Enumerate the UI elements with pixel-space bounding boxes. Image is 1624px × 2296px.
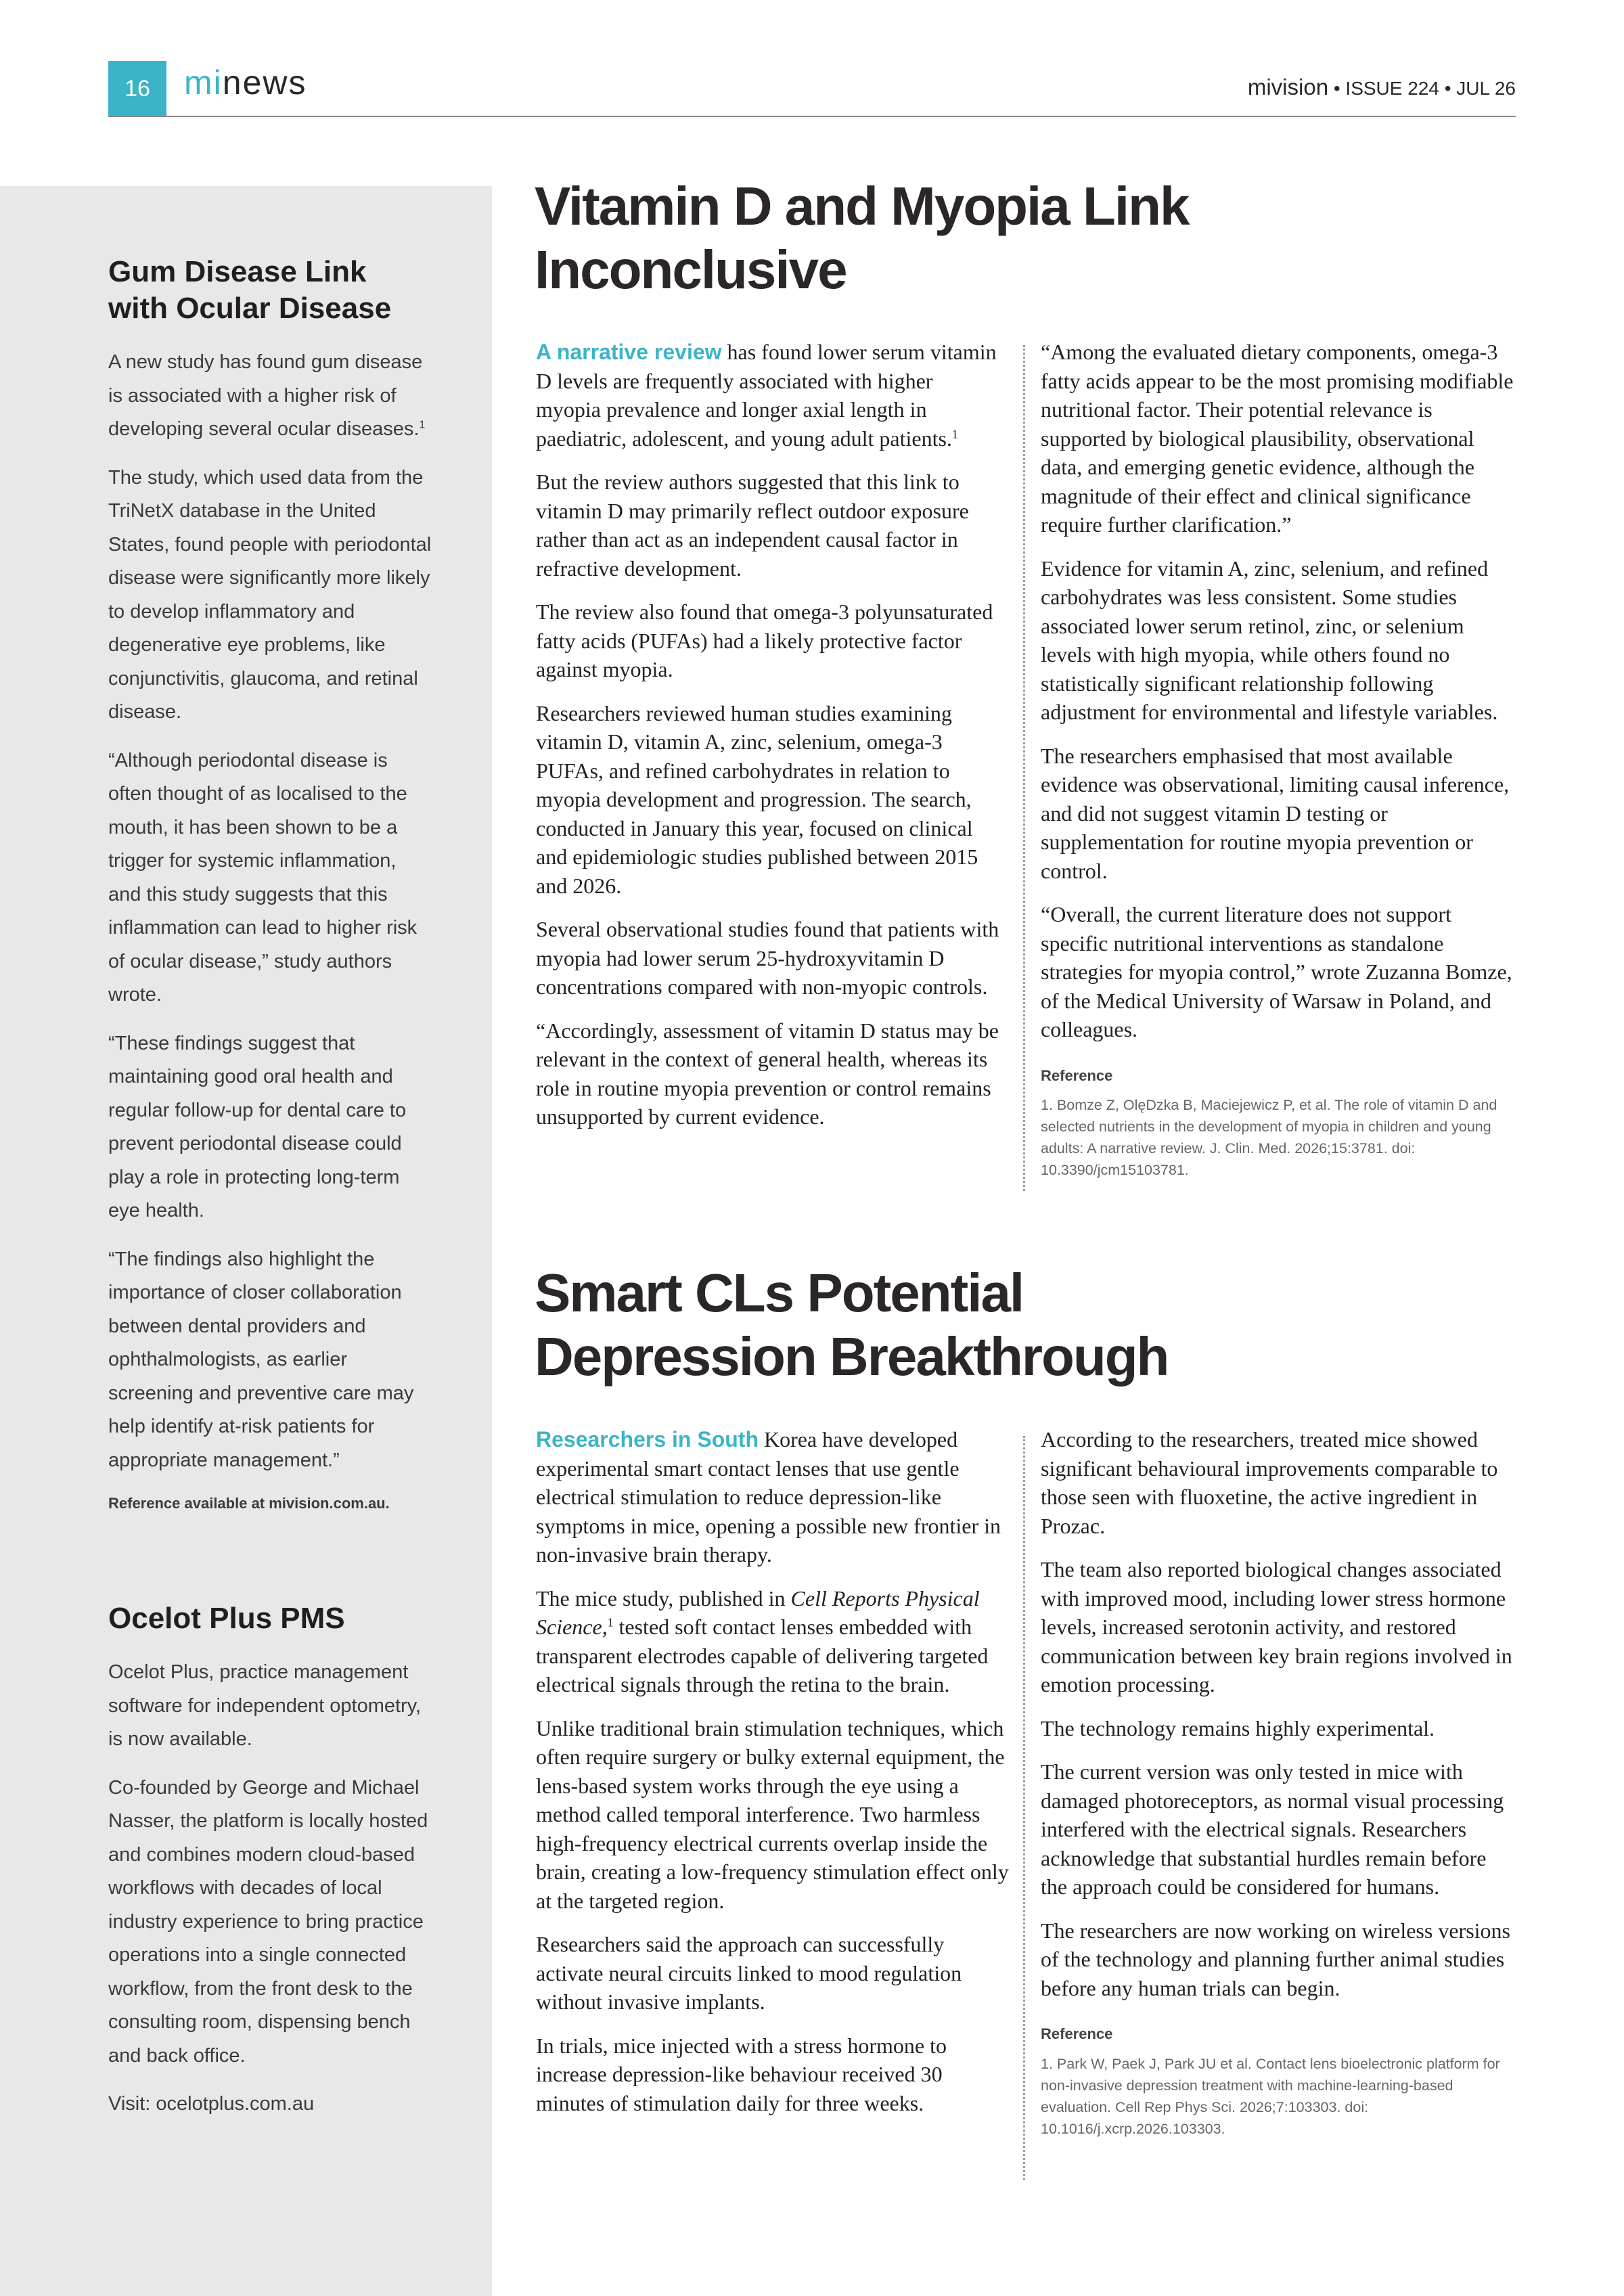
article2-reference-text: 1. Park W, Paek J, Park JU et al. Contact lens bioelectronic platform for non-invasive depression treatment with machine-learning-based evaluation. Cell Rep Phys Sci. 2026;7:103303. doi: 10.1016/j.xcrp.2026.103303. (1041, 2055, 1500, 2137)
header-rule (108, 116, 1516, 117)
article2-p8: The technology remains highly experimental. (1041, 1715, 1435, 1740)
article2-column-divider (1023, 1436, 1025, 2180)
article1-p1 (536, 338, 1001, 453)
page-number: 16 (108, 61, 166, 116)
article1-p4: Researchers reviewed human studies examining vitamin D, vitamin A, zinc, selenium, omega-3 PUFAs, and refined carbohydrates in relation to myopia development and progression. The search, conducted in January this year, focused on clinical and epidemiologic studies published between 2015 and 2026. (536, 700, 978, 898)
article1-reference-heading: Reference (1041, 1066, 1113, 1084)
gum-p3: “Although periodontal disease is often thought of as localised to the mouth, it has been shown to be a trigger for systemic inflammation, and this study suggests that this inflammation can lead to higher risk of ocular disease,” study authors wrote. (108, 749, 418, 1006)
article2-p2-sup: 1 (607, 1615, 614, 1629)
article1-p1-sup: 1 (951, 426, 958, 441)
article2-p2-b: tested soft contact lenses embedded with transparent electrodes capable of delivering targeted electrical signals through the retina to the brain. (536, 1615, 989, 1696)
article1-p9: The researchers emphasised that most available evidence was observational, limiting causal inference, and did not suggest vitamin D testing or supplementation for routine myopia prevention or control. (1041, 743, 1510, 883)
article1-p3: The review also found that omega-3 polyunsaturated fatty acids (PUFAs) had a likely protective factor against myopia. (536, 600, 993, 681)
ocelot-p2: Co-founded by George and Michael Nasser, the platform is locally hosted and combines modern cloud-based workflows with decades of local industry experience to bring practice operations into a single connected workflow, from the front desk to the consulting room, dispensing bench and back office. (108, 1776, 428, 2067)
gum-p4: “These findings suggest that maintaining good oral health and regular follow-up for dental care to prevent periodontal disease could play a role in protecting long-term eye health. (108, 1032, 407, 1221)
article2-p1 (536, 1425, 1010, 1569)
gum-p2: The study, which used data from the TriNetX database in the United States, found people with periodontal disease were significantly more likely to develop inflammatory and degenerative eye problems, like conjunctivitis, glaucoma, and retinal disease. (108, 466, 432, 723)
article1-p1-text: has found lower serum vitamin D levels are frequently associated with higher myopia prevalence and longer axial length in paediatric, adolescent, and young adult patients. (536, 340, 997, 451)
article2-p4: Researchers said the approach can successfully activate neural circuits linked to mood regulation without invasive implants. (536, 1932, 962, 2014)
section-brand (184, 62, 307, 103)
sidebar (0, 186, 492, 2296)
article1-p10: “Overall, the current literature does not support specific nutritional interventions as standalone strategies for myopia control,” wrote Zuzanna Bomze, of the Medical University of Warsaw in Poland, and colleagues. (1041, 902, 1512, 1041)
article2-title (535, 1261, 1168, 1389)
ocelot-title: Ocelot Plus PMS (108, 1602, 345, 1635)
ocelot-link[interactable]: Visit: ocelotplus.com.au (108, 2093, 315, 2115)
article2-reference-heading: Reference (1041, 2025, 1113, 2042)
article1-col1 (536, 338, 1001, 1146)
gum-p1-text: A new study has found gum disease is associated with a higher risk of developing several ocular diseases. (108, 351, 423, 440)
article1-p2: But the review authors suggested that this link to vitamin D may primarily reflect outdoor exposure rather than act as an independent causal factor in refractive development. (536, 470, 969, 581)
article2-p2 (536, 1584, 1010, 1699)
gum-p5: “The findings also highlight the importance of closer collaboration between dental providers and ophthalmologists, as earlier screening and preventive care may help identify at-risk patients for appropriate management.” (108, 1248, 414, 1471)
article2-p7: The team also reported biological changes associated with improved mood, including lower stress hormone levels, increased serotonin activity, and restored communication between key brain regions involved in emotion processing. (1041, 1557, 1512, 1696)
magazine-name: mivision (1247, 74, 1329, 99)
article2-title-line1: Smart CLs Potential (535, 1263, 1024, 1323)
article1-p8: Evidence for vitamin A, zinc, selenium, and refined carbohydrates was less consistent. Some studies associated lower serum retinol, zinc, or selenium levels with high myopia, while others found no statistically significant relationship following adjustment for environmental and lifestyle variables. (1041, 556, 1498, 724)
article1-reference-text: 1. Bomze Z, OlęDzka B, Maciejewicz P, et al. The role of vitamin D and selected nutrients in the development of myopia in children and young adults: A narrative review. J. Clin. Med. 2026;15:3781. doi: 10.3390/jcm15103781. (1041, 1097, 1497, 1178)
gum-title: Gum Disease Link with Ocular Disease (108, 255, 392, 325)
article1-col2 (1041, 338, 1514, 1181)
article1-title-line1: Vitamin D and Myopia Link (535, 176, 1189, 236)
article1-lead: A narrative review (536, 340, 722, 364)
article1-p6: “Accordingly, assessment of vitamin D status may be relevant in the context of general health, whereas its role in routine myopia prevention or control remains unsupported by current evidence. (536, 1018, 999, 1129)
article2-p1-text: Korea have developed experimental smart contact lenses that use gentle electrical stimulation to reduce depression-like symptoms in mice, opening a possible new frontier in non-invasive brain therapy. (536, 1427, 1001, 1567)
article1-title-line2: Inconclusive (535, 240, 847, 300)
article2-lead: Researchers in South (536, 1427, 759, 1451)
gum-p1-sup: 1 (419, 419, 426, 431)
article2-p10: The researchers are now working on wireless versions of the technology and planning further animal studies before any human trials can begin. (1041, 1918, 1510, 2000)
article2-p6: According to the researchers, treated mice showed significant behavioural improvements comparable to those seen with fluoxetine, the active ingredient in Prozac. (1041, 1427, 1498, 1538)
sidebar-content (108, 254, 433, 2136)
gum-p1 (108, 346, 433, 447)
article2-journal: Cell Reports Physical Science, (536, 1585, 980, 1639)
brand-mi: mi (184, 64, 223, 102)
brand-news: news (222, 64, 307, 102)
article1-column-divider (1023, 345, 1025, 1191)
article2-p9: The current version was only tested in mice with damaged photoreceptors, as normal visual processing interfered with the electrical signals. Researchers acknowledge that substantial hurdles remain before the approach could be considered for humans. (1041, 1759, 1504, 1899)
article1-p7: “Among the evaluated dietary components, omega-3 fatty acids appear to be the most promising modifiable nutritional factor. Their potential relevance is supported by biological plausibility, observational data, and emerging genetic evidence, although the magnitude of their effect and clinical significance require further clarification.” (1041, 340, 1514, 537)
article1-title (535, 175, 1188, 302)
article2-p2-a: The mice study, published in (536, 1585, 791, 1611)
ocelot-p1: Ocelot Plus, practice management software for independent optometry, is now available. (108, 1661, 422, 1750)
gum-reference: Reference available at mivision.com.au. (108, 1495, 390, 1512)
issue-date: • ISSUE 224 • JUL 26 (1328, 78, 1516, 99)
article2-p5: In trials, mice injected with a stress hormone to increase depression-like behaviour received 30 minutes of stimulation daily for three weeks. (536, 2033, 947, 2115)
article2-col1 (536, 1425, 1010, 2132)
article2-col2 (1041, 1425, 1514, 2140)
article1-p5: Several observational studies found that patients with myopia had lower serum 25-hydroxyvitamin D concentrations compared with non-myopic controls. (536, 917, 999, 999)
article2-p3: Unlike traditional brain stimulation techniques, which often require surgery or bulky external equipment, the lens-based system works through the eye using a method called temporal interference. Two harmless high-frequency electrical currents overlap inside the brain, creating a low-frequency stimulation effect only at the targeted region. (536, 1715, 1009, 1913)
article2-title-line2: Depression Breakthrough (535, 1326, 1169, 1387)
issue-info (1248, 74, 1516, 100)
